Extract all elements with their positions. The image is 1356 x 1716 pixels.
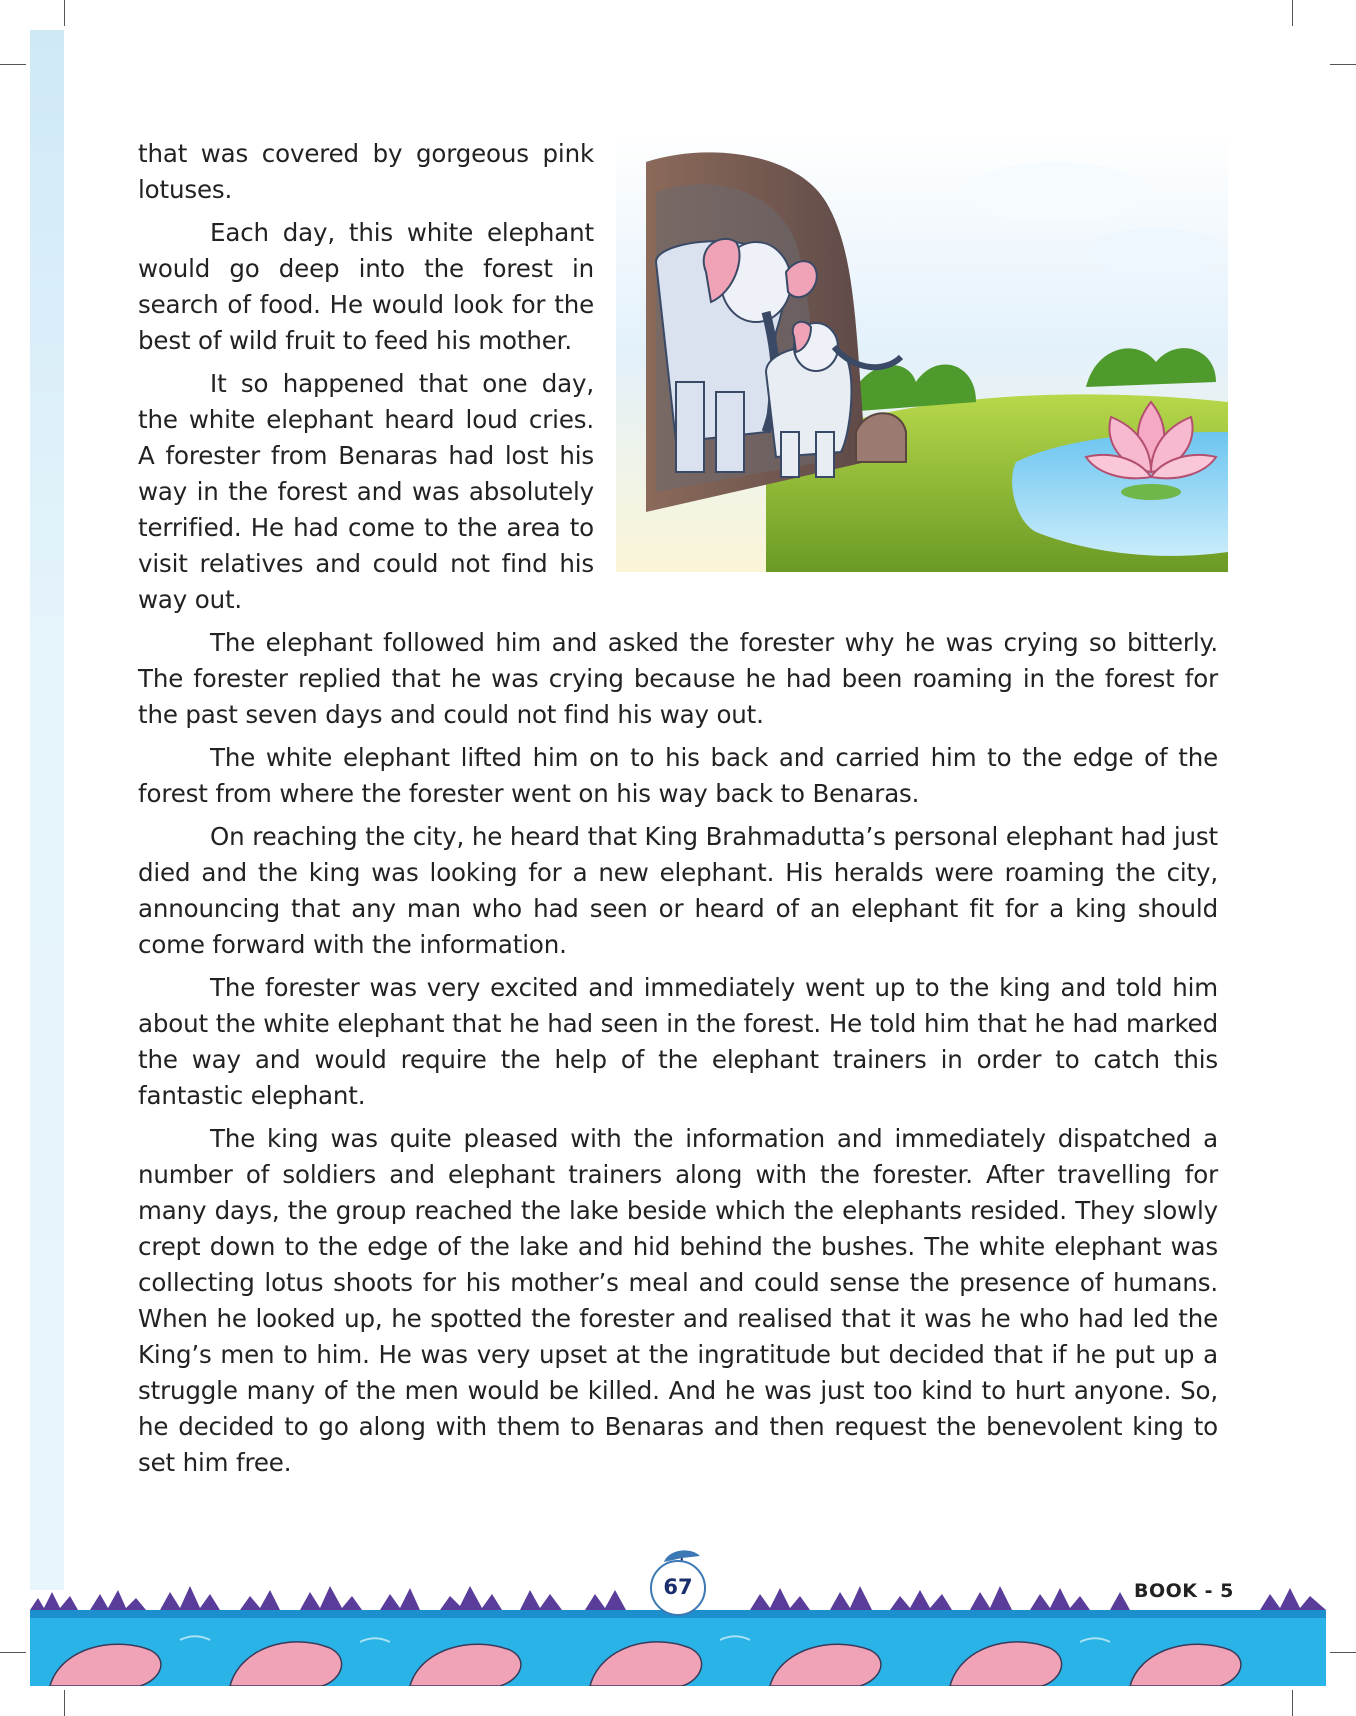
left-margin-strip — [30, 30, 64, 1590]
page-number: 67 — [650, 1560, 706, 1616]
crop-mark — [1330, 1652, 1356, 1653]
crop-mark — [1292, 0, 1293, 26]
crop-mark — [1330, 64, 1356, 65]
paragraph: The forester was very excited and immediately went up to the king and told him about the white elephant that he had seen in the forest. He told him that he had marked the way and would require the help of the elephant trainers in order to catch this fantastic elephant. — [138, 973, 1218, 1110]
crop-mark — [1292, 1690, 1293, 1716]
paragraph: The king was quite pleased with the information and immediately dispatched a number of soldiers and elephant trainers along with the forester. After travelling for many days, the group reached the lake beside which the elephants resided. They slowly crept down to the edge of the lake and hid behind the bushes. The white elephant was collecting lotus shoots for his mother’s meal and could sense the presence of humans. When he looked up, he spotted the forester and realised that it was he who had led the King’s men to him. He was very upset at the ingratitude but decided that if he put up a struggle many of the men would be killed. And he was just too kind to hurt anyone. So, he decided to go along with them to Benaras and then request the benevolent king to set him free. — [138, 1124, 1218, 1477]
book-label: BOOK - 5 — [1134, 1580, 1234, 1602]
paragraph: Each day, this white elephant would go deep into the forest in search of food. He would look for the best of wild fruit to feed his mother. — [138, 218, 594, 355]
paragraph: It so happened that one day, the white elephant heard loud cries. A forester from Benaras had lost his way in the forest and was absolutely terrified. He had come to the area to visit relatives and could not find his way out. — [138, 369, 594, 614]
paragraph: The elephant followed him and asked the forester why he was crying so bitterly. The forester replied that he was crying because he had been roaming in the forest for the past seven days and could not find his way out. — [138, 628, 1218, 729]
elephant-and-calf-by-cave-with-lotus-illustration — [616, 132, 1228, 572]
crop-mark — [64, 1690, 65, 1716]
paragraph: that was covered by gorgeous pink lotuses. — [138, 139, 594, 204]
crop-mark — [0, 64, 26, 65]
paragraph: The white elephant lifted him on to his back and carried him to the edge of the forest from where the forester went on his way back to Benaras. — [138, 743, 1218, 808]
crop-mark — [0, 1652, 26, 1653]
story-text — [138, 136, 1218, 1488]
crop-mark — [64, 0, 65, 26]
paragraph: On reaching the city, he heard that King Brahmadutta’s personal elephant had just died and the king was looking for a new elephant. His heralds were roaming the city, announcing that any man who had seen or heard of an elephant fit for a king should come forward with the information. — [138, 822, 1218, 959]
